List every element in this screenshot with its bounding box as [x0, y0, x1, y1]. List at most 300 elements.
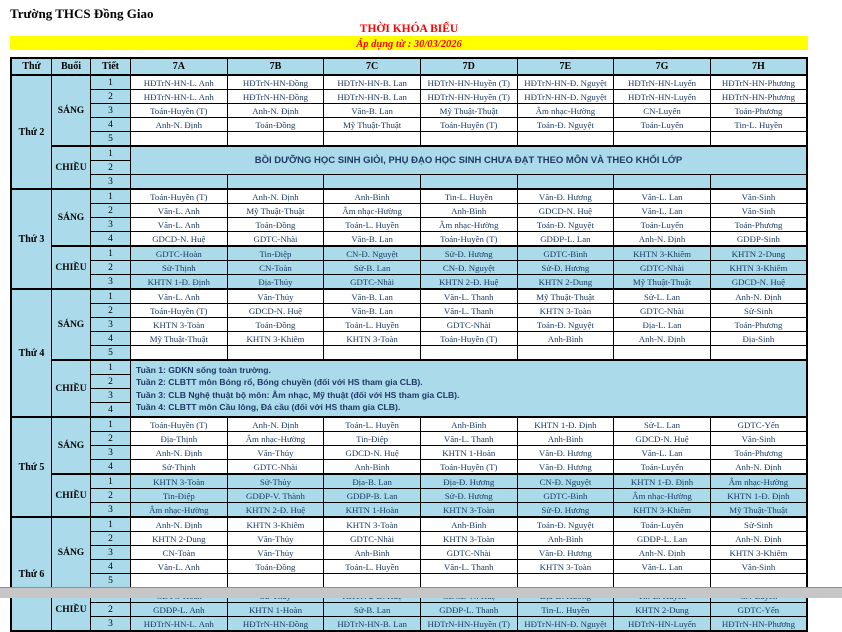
class-cell: Văn-L. Anh	[131, 204, 228, 218]
class-cell: Toán-L. Huyền	[324, 417, 421, 432]
class-cell: GDĐP-Sinh	[710, 232, 807, 247]
class-cell: Mỹ Thuật-Thuật	[420, 104, 517, 118]
empty-cell	[517, 346, 614, 361]
class-cell: Tin-Điệp	[324, 432, 421, 446]
header-row	[11, 58, 807, 75]
empty-cell	[517, 175, 614, 190]
period-number: 1	[91, 75, 131, 90]
class-cell: Âm nhạc-Hường	[710, 474, 807, 489]
timetable-row	[11, 532, 807, 546]
class-cell: KHTN 2-Dung	[710, 246, 807, 261]
timetable-header	[11, 58, 807, 75]
class-cell: Tin-Điệp	[131, 489, 228, 503]
timetable-row	[11, 574, 807, 589]
class-cell: KHTN 1-Đ. Định	[131, 275, 228, 290]
empty-cell	[420, 346, 517, 361]
class-cell: KHTN 3-Toàn	[324, 332, 421, 346]
class-cell: KHTN 3-Toàn	[420, 532, 517, 546]
class-cell: KHTN 2-Dung	[517, 275, 614, 290]
timetable-row	[11, 460, 807, 475]
period-number: 1	[91, 246, 131, 261]
timetable-row	[11, 275, 807, 290]
class-cell: Anh-N. Định	[614, 332, 711, 346]
period-number: 3	[91, 389, 131, 403]
period-number: 1	[91, 417, 131, 432]
class-cell: GDTC-Nhài	[227, 460, 324, 475]
class-cell: Văn-L. Anh	[131, 289, 228, 304]
period-number: 2	[91, 375, 131, 389]
class-cell: KHTN 1-Hoàn	[227, 603, 324, 617]
session-label: SÁNG	[52, 289, 91, 360]
class-cell: Văn-Sinh	[710, 204, 807, 218]
header-class-7H: 7H	[710, 58, 807, 75]
class-cell: GDTC-Bình	[517, 246, 614, 261]
class-cell: GDTC-Nhài	[614, 261, 711, 275]
class-cell: Anh-Bình	[324, 546, 421, 560]
class-cell: Tin-L. Huyền	[420, 189, 517, 204]
session-label: CHIỀU	[52, 588, 91, 631]
empty-cell	[131, 346, 228, 361]
class-cell: Âm nhạc-Hường	[324, 204, 421, 218]
empty-cell	[420, 175, 517, 190]
empty-cell	[227, 346, 324, 361]
class-cell: HĐTrN-HN-Luyến	[614, 617, 711, 632]
period-number: 1	[91, 517, 131, 532]
class-cell: HĐTrN-HN-Huyền (T)	[420, 617, 517, 632]
class-cell: HĐTrN-HN-B. Lan	[324, 90, 421, 104]
class-cell: GDTC-Nhài	[324, 532, 421, 546]
timetable-row	[11, 90, 807, 104]
timetable-row	[11, 503, 807, 518]
empty-cell	[710, 574, 807, 589]
period-number: 1	[91, 360, 131, 375]
class-cell: KHTN 2-Dung	[614, 603, 711, 617]
class-cell: GDCD-N. Huệ	[131, 232, 228, 247]
class-cell: GDTC-Nhài	[420, 546, 517, 560]
period-number: 3	[91, 546, 131, 560]
class-cell: Văn-Sinh	[710, 560, 807, 574]
date-banner-text: Áp dụng từ : 30/03/2026	[356, 39, 462, 50]
empty-cell	[324, 175, 421, 190]
class-cell: Tin-L. Huyền	[517, 603, 614, 617]
timetable-row	[11, 104, 807, 118]
class-cell: Anh-Bình	[517, 532, 614, 546]
period-number: 5	[91, 132, 131, 147]
class-cell: KHTN 1-Đ. Định	[517, 417, 614, 432]
timetable-row	[11, 474, 807, 489]
header-class-7C: 7C	[324, 58, 421, 75]
class-cell: Văn-L. Thanh	[420, 289, 517, 304]
class-cell: Anh-Bình	[420, 517, 517, 532]
period-number: 5	[91, 346, 131, 361]
class-cell: CN-Toàn	[131, 546, 228, 560]
class-cell: Văn-B. Lan	[324, 304, 421, 318]
date-banner	[10, 36, 808, 50]
period-number: 2	[91, 304, 131, 318]
class-cell: Âm nhạc-Hường	[420, 218, 517, 232]
empty-cell	[420, 574, 517, 589]
class-cell: Địa-L. Lan	[614, 318, 711, 332]
timetable-row	[11, 617, 807, 632]
class-cell: Anh-Bình	[420, 204, 517, 218]
class-cell: Văn-L. Anh	[131, 560, 228, 574]
class-cell: CN-Toàn	[227, 261, 324, 275]
class-cell: Toán-Huyền (T)	[131, 304, 228, 318]
period-number: 1	[91, 474, 131, 489]
class-cell: Văn-Đ. Hương	[517, 189, 614, 204]
timetable-row	[11, 232, 807, 247]
header-class-7E: 7E	[517, 58, 614, 75]
class-cell: GDTC-Yến	[710, 603, 807, 617]
class-cell: GDĐP-L. Thanh	[420, 603, 517, 617]
day-label: Thứ 5	[11, 417, 52, 517]
class-cell: Văn-B. Lan	[324, 289, 421, 304]
class-cell: KHTN 1-Hoàn	[324, 503, 421, 518]
period-number: 1	[91, 146, 131, 161]
timetable-row	[11, 175, 807, 190]
class-cell: Văn-L. Lan	[614, 560, 711, 574]
class-cell: KHTN 3-Khiêm	[614, 503, 711, 518]
session-label: SÁNG	[52, 517, 91, 588]
header-class-7A: 7A	[131, 58, 228, 75]
timetable-body	[11, 75, 807, 631]
period-number: 4	[91, 460, 131, 475]
class-cell: KHTN 3-Toàn	[131, 474, 228, 489]
timetable-row	[11, 318, 807, 332]
class-cell: Toán-Luyến	[614, 517, 711, 532]
note-line: Tuần 4: CLBTT môn Cầu lông, Đá cầu (đối với HS tham gia CLB).	[136, 401, 401, 412]
class-cell: Sử-Sinh	[710, 304, 807, 318]
class-cell: Địa-Đ. Hương	[420, 474, 517, 489]
class-cell: Toán-Đ. Nguyệt	[517, 218, 614, 232]
timetable-row	[11, 560, 807, 574]
period-number: 3	[91, 218, 131, 232]
class-cell: Mỹ Thuật-Thuật	[131, 332, 228, 346]
class-cell: GDTC-Yến	[710, 417, 807, 432]
class-cell: Anh-N. Định	[131, 446, 228, 460]
class-cell: KHTN 1-Hoàn	[420, 446, 517, 460]
class-cell: Mỹ Thuật-Thuật	[614, 275, 711, 290]
class-cell: Văn-Sinh	[710, 189, 807, 204]
class-cell: Anh-Bình	[420, 417, 517, 432]
class-cell: Âm nhạc-Hường	[131, 503, 228, 518]
class-cell: Sử-L. Lan	[614, 289, 711, 304]
empty-cell	[131, 574, 228, 589]
timetable-row	[11, 204, 807, 218]
class-cell: HĐTrN-HN-Huyền (T)	[420, 75, 517, 90]
note-line: Tuần 2: CLBTT môn Bóng rổ, Bóng chuyền (đối với HS tham gia CLB).	[136, 377, 423, 388]
empty-cell	[324, 132, 421, 147]
class-cell: Văn-L. Thanh	[420, 560, 517, 574]
class-cell: GDTC-Hoàn	[131, 246, 228, 261]
class-cell: KHTN 3-Toàn	[517, 560, 614, 574]
class-cell: HĐTrN-HN-B. Lan	[324, 75, 421, 90]
class-cell: Văn-B. Lan	[324, 104, 421, 118]
page-title: THỜI KHÓA BIỂU	[359, 23, 459, 35]
class-cell: Mỹ Thuật-Thuật	[710, 503, 807, 518]
class-cell: Văn-Thủy	[227, 446, 324, 460]
class-cell: GDĐP-L. Lan	[614, 532, 711, 546]
class-cell: Văn-Sinh	[710, 432, 807, 446]
class-cell: GDCD-N. Huệ	[517, 204, 614, 218]
timetable-row	[11, 146, 807, 161]
session-label: CHIỀU	[52, 360, 91, 417]
period-number: 2	[91, 489, 131, 503]
class-cell: GDTC-Nhài	[324, 275, 421, 290]
class-cell: Âm nhạc-Hường	[517, 104, 614, 118]
timetable-row	[11, 75, 807, 90]
class-cell: KHTN 3-Khiêm	[227, 517, 324, 532]
timetable-row	[11, 546, 807, 560]
empty-cell	[614, 346, 711, 361]
day-label: Thứ 3	[11, 189, 52, 289]
class-cell: Toán-Đồng	[227, 318, 324, 332]
class-cell: KHTN 3-Toàn	[420, 503, 517, 518]
period-number: 4	[91, 332, 131, 346]
day-label: Thứ 2	[11, 75, 52, 189]
class-cell: Địa-Thủy	[227, 275, 324, 290]
class-cell: HĐTrN-HN-Phương	[710, 90, 807, 104]
session-label: SÁNG	[52, 189, 91, 246]
class-cell: Văn-L. Lan	[614, 204, 711, 218]
class-cell: Âm nhạc-Hường	[614, 489, 711, 503]
class-cell: Sử-Thịnh	[131, 460, 228, 475]
class-cell: Toán-Luyến	[614, 460, 711, 475]
empty-cell	[131, 132, 228, 147]
class-cell: Anh-N. Định	[710, 460, 807, 475]
class-cell: KHTN 3-Khiêm	[710, 261, 807, 275]
class-cell: Anh-N. Định	[710, 289, 807, 304]
class-cell: Anh-Bình	[324, 189, 421, 204]
timetable-row	[11, 489, 807, 503]
class-cell: Văn-L. Lan	[614, 189, 711, 204]
class-cell: Văn-L. Anh	[131, 218, 228, 232]
class-cell: HĐTrN-HN-Đồng	[227, 75, 324, 90]
period-number: 2	[91, 261, 131, 275]
class-cell: GDCD-N. Huệ	[227, 304, 324, 318]
class-cell: Tin-Điệp	[227, 246, 324, 261]
empty-cell	[420, 132, 517, 147]
class-cell: Toán-Huyền (T)	[420, 332, 517, 346]
timetable-row	[11, 218, 807, 232]
class-cell: Văn-Thủy	[227, 289, 324, 304]
empty-cell	[614, 574, 711, 589]
empty-cell	[517, 574, 614, 589]
class-cell: HĐTrN-HN-Phương	[710, 75, 807, 90]
timetable-row	[11, 289, 807, 304]
weekly-notes-cell	[131, 360, 808, 417]
session-label: CHIỀU	[52, 246, 91, 289]
class-cell: Toán-Đồng	[227, 560, 324, 574]
empty-cell	[710, 346, 807, 361]
header-class-7G: 7G	[614, 58, 711, 75]
header-class-7B: 7B	[227, 58, 324, 75]
class-cell: HĐTrN-HN-L. Anh	[131, 90, 228, 104]
class-cell: Anh-Bình	[324, 460, 421, 475]
class-cell: Sử-B. Lan	[324, 603, 421, 617]
class-cell: Toán-Phương	[710, 318, 807, 332]
empty-cell	[517, 132, 614, 147]
note-line: Tuần 3: CLB Nghệ thuật bộ môn: Âm nhạc, Mỹ thuật (đối với HS tham gia CLB).	[136, 389, 460, 400]
class-cell: KHTN 2-Đ. Huệ	[420, 275, 517, 290]
class-cell: Địa-B. Lan	[324, 474, 421, 489]
period-number: 4	[91, 560, 131, 574]
class-cell: HĐTrN-HN-L. Anh	[131, 617, 228, 632]
class-cell: KHTN 1-Đ. Định	[710, 489, 807, 503]
timetable-row	[11, 346, 807, 361]
timetable	[10, 57, 808, 632]
empty-cell	[227, 132, 324, 147]
class-cell: Toán-Huyền (T)	[131, 104, 228, 118]
class-cell: CN-Đ. Nguyệt	[420, 261, 517, 275]
session-label: CHIỀU	[52, 146, 91, 189]
class-cell: KHTN 3-Toàn	[131, 318, 228, 332]
period-number: 3	[91, 318, 131, 332]
class-cell: Anh-N. Định	[227, 189, 324, 204]
empty-cell	[324, 346, 421, 361]
empty-cell	[227, 175, 324, 190]
timetable-row	[11, 432, 807, 446]
class-cell: HĐTrN-HN-B. Lan	[324, 617, 421, 632]
class-cell: Toán-Huyền (T)	[131, 189, 228, 204]
class-cell: Văn-L. Thanh	[420, 304, 517, 318]
class-cell: KHTN 3-Khiêm	[614, 246, 711, 261]
class-cell: Toán-Huyền (T)	[420, 460, 517, 475]
period-number: 3	[91, 275, 131, 290]
class-cell: Toán-Luyến	[614, 118, 711, 132]
class-cell: Toán-Đ. Nguyệt	[517, 517, 614, 532]
day-label: Thứ 4	[11, 289, 52, 417]
empty-cell	[227, 574, 324, 589]
class-cell: KHTN 3-Khiêm	[710, 546, 807, 560]
period-number: 4	[91, 403, 131, 418]
remedial-banner-cell: BỒI DƯỠNG HỌC SINH GIỎI, PHỤ ĐẠO HỌC SINH CHƯA ĐẠT THEO MÔN VÀ THEO KHỐI LỚP	[131, 146, 808, 175]
class-cell: Anh-N. Định	[227, 104, 324, 118]
empty-cell	[710, 175, 807, 190]
header-class-7D: 7D	[420, 58, 517, 75]
class-cell: Tin-L. Huyền	[710, 118, 807, 132]
period-number: 1	[91, 289, 131, 304]
class-cell: Mỹ Thuật-Thuật	[517, 289, 614, 304]
class-cell: CN-Luyến	[614, 104, 711, 118]
timetable-row	[11, 603, 807, 617]
class-cell: Văn-Đ. Hương	[517, 546, 614, 560]
period-number: 1	[91, 189, 131, 204]
class-cell: Anh-N. Định	[131, 118, 228, 132]
class-cell: CN-Đ. Nguyệt	[324, 246, 421, 261]
class-cell: Toán-Đ. Nguyệt	[517, 118, 614, 132]
empty-cell	[131, 175, 228, 190]
period-number: 2	[91, 204, 131, 218]
timetable-row	[11, 360, 807, 375]
period-number: 3	[91, 503, 131, 518]
period-number: 2	[91, 161, 131, 175]
class-cell: KHTN 3-Toàn	[517, 304, 614, 318]
class-cell: KHTN 1-Đ. Định	[614, 474, 711, 489]
header-period: Tiết	[91, 58, 131, 75]
class-cell: Sử-Đ. Hương	[420, 489, 517, 503]
class-cell: GDTC-Nhài	[227, 232, 324, 247]
class-cell: GDĐP-L. Anh	[131, 603, 228, 617]
horizontal-scrollbar[interactable]	[0, 587, 842, 598]
class-cell: Toán-Đồng	[227, 218, 324, 232]
timetable-row	[11, 417, 807, 432]
class-cell: GDĐP-B. Lan	[324, 489, 421, 503]
class-cell: Toán-Luyến	[614, 218, 711, 232]
timetable-row	[11, 261, 807, 275]
class-cell: Văn-B. Lan	[324, 232, 421, 247]
class-cell: KHTN 2-Dung	[131, 532, 228, 546]
class-cell: Sử-Thủy	[227, 474, 324, 489]
class-cell: Toán-Phương	[710, 218, 807, 232]
period-number: 4	[91, 118, 131, 132]
class-cell: Anh-N. Định	[227, 417, 324, 432]
class-cell: Toán-Phương	[710, 104, 807, 118]
class-cell: CN-Đ. Nguyệt	[517, 474, 614, 489]
class-cell: HĐTrN-HN-Luyến	[614, 90, 711, 104]
school-name: Trường THCS Đồng Giao	[10, 6, 154, 21]
timetable-row	[11, 118, 807, 132]
timetable-row	[11, 132, 807, 147]
class-cell: HĐTrN-HN-L. Anh	[131, 75, 228, 90]
period-number: 5	[91, 574, 131, 589]
class-cell: Sử-Đ. Hương	[420, 246, 517, 261]
class-cell: GDCD-N. Huệ	[614, 432, 711, 446]
class-cell: GDCD-N. Huệ	[324, 446, 421, 460]
class-cell: GDCD-N. Huệ	[710, 275, 807, 290]
class-cell: Sử-Đ. Hương	[517, 261, 614, 275]
period-number: 3	[91, 104, 131, 118]
class-cell: Toán-L. Huyền	[324, 560, 421, 574]
period-number: 2	[91, 432, 131, 446]
class-cell: HĐTrN-HN-Đ. Nguyệt	[517, 90, 614, 104]
class-cell: Toán-L. Huyền	[324, 318, 421, 332]
class-cell: GDĐP-V. Thành	[227, 489, 324, 503]
class-cell: Toán-Huyền (T)	[420, 232, 517, 247]
class-cell: KHTN 3-Khiêm	[227, 332, 324, 346]
class-cell: HĐTrN-HN-Phương	[710, 617, 807, 632]
class-cell: GDTC-Nhài	[420, 318, 517, 332]
class-cell: Mỹ Thuật-Thuật	[324, 118, 421, 132]
period-number: 3	[91, 446, 131, 460]
header-session: Buổi	[52, 58, 91, 75]
class-cell: GDĐP-L. Lan	[517, 232, 614, 247]
class-cell: Toán-Phương	[710, 446, 807, 460]
class-cell: Âm nhạc-Hường	[227, 432, 324, 446]
class-cell: Mỹ Thuật-Thuật	[227, 204, 324, 218]
class-cell: GDTC-Bình	[517, 489, 614, 503]
class-cell: HĐTrN-HN-Đồng	[227, 90, 324, 104]
class-cell: KHTN 3-Toàn	[324, 517, 421, 532]
class-cell: Văn-Thủy	[227, 546, 324, 560]
timetable-row	[11, 246, 807, 261]
empty-cell	[324, 574, 421, 589]
class-cell: KHTN 2-Đ. Huệ	[227, 503, 324, 518]
class-cell: GDTC-Nhài	[614, 304, 711, 318]
timetable-row	[11, 446, 807, 460]
timetable-row	[11, 517, 807, 532]
period-number: 3	[91, 617, 131, 632]
class-cell: Văn-Thủy	[227, 532, 324, 546]
class-cell: Văn-L. Thanh	[420, 432, 517, 446]
class-cell: Văn-Đ. Hương	[517, 446, 614, 460]
class-cell: Anh-N. Định	[614, 546, 711, 560]
timetable-row	[11, 304, 807, 318]
class-cell: Toán-Đ. Nguyệt	[517, 318, 614, 332]
header-day: Thứ	[11, 58, 52, 75]
class-cell: Sử-Thịnh	[131, 261, 228, 275]
class-cell: HĐTrN-HN-Đ. Nguyệt	[517, 75, 614, 90]
